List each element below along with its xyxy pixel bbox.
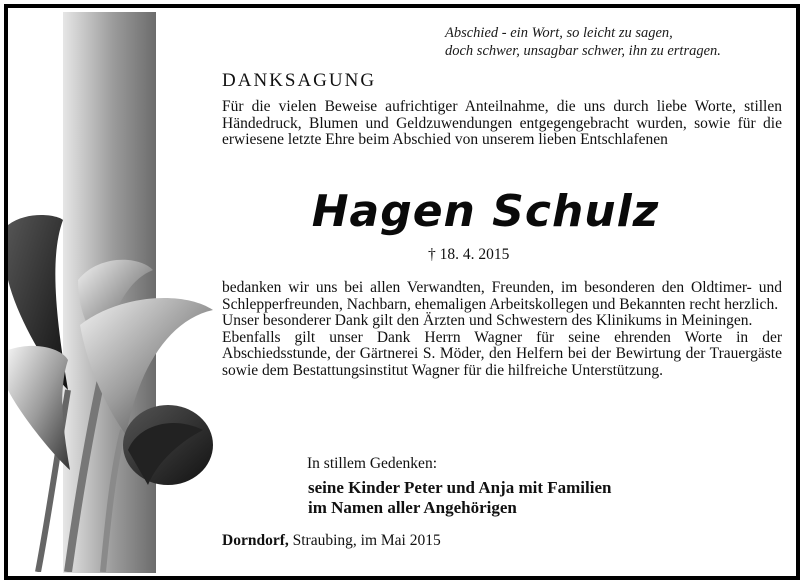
death-date: † 18. 4. 2015	[428, 246, 510, 263]
place-town: Dorndorf,	[222, 532, 289, 549]
intro-paragraph	[222, 99, 782, 149]
greeting: In stillem Gedenken:	[307, 455, 437, 472]
deceased-name: Hagen Schulz	[311, 186, 660, 237]
thanks-text: Ebenfalls gilt unser Dank Herrn Wagner für seine ehrenden Worte in der Abschiedsstunde, der Gärtnerei S. Möder, den Helfern bei der Bewirtung der Trauergäste sowie dem Bestattungsinstitut Wagner für die hilfreiche Unterstützung.	[222, 328, 782, 379]
epigraph	[445, 24, 775, 60]
thanks-text: Unser besonderer Dank gilt den Ärzten und Schwestern des Klinikums in Meiningen.	[222, 312, 753, 329]
notice-heading: DANKSAGUNG	[222, 70, 377, 91]
place-rest: Straubing, im Mai 2015	[288, 532, 441, 549]
epigraph-line: doch schwer, unsagbar schwer, ihn zu ertragen.	[445, 43, 721, 59]
intro-text: Für die vielen Beweise aufrichtiger Anteilnahme, die uns durch liebe Worte, stillen Händedruck, Blumen und Geldzuwendungen entgegengebracht wurden, sowie für die erwiesene letzte Ehre beim Abschied von unserem lieben Entschlafenen	[222, 98, 782, 148]
calla-lily-icon	[8, 200, 228, 572]
signature-block	[308, 478, 611, 518]
epigraph-line: Abschied - ein Wort, so leicht zu sagen,	[445, 25, 673, 41]
thanks-paragraph	[222, 280, 782, 379]
thanks-text: bedanken wir uns bei allen Verwandten, Freunden, im besonderen den Oldtimer- und Schlepperfreunden, Nachbarn, ehemaligen Arbeitskollegen und Bekannten recht herzlich.	[222, 279, 782, 313]
place-date	[222, 532, 441, 550]
signature-line: im Namen aller Angehörigen	[308, 498, 517, 517]
signature-line: seine Kinder Peter und Anja mit Familien	[308, 478, 612, 497]
